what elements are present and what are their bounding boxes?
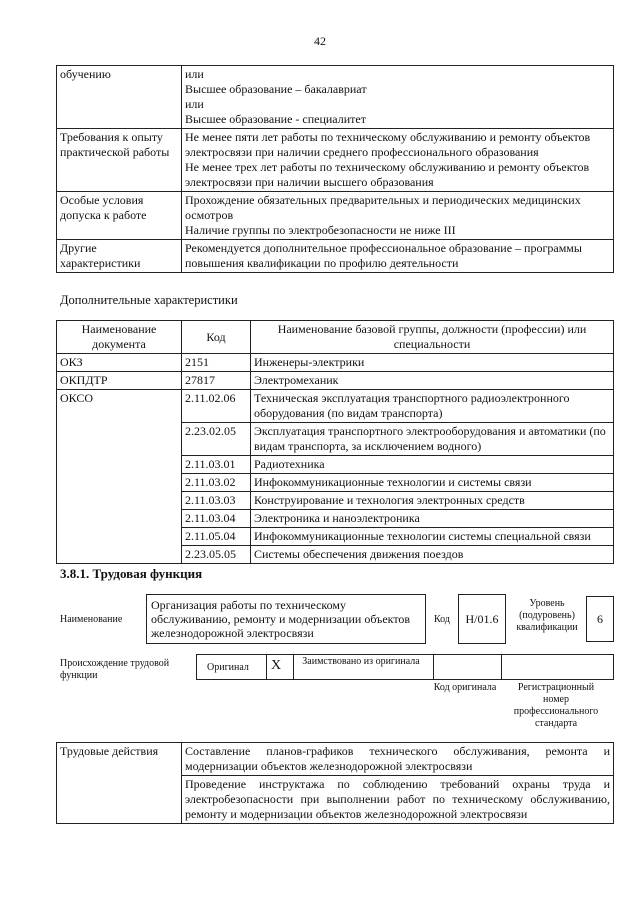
value-line: Не менее трех лет работы по техническому обслуживанию и ремонту объектов электросвязи при наличии высшего образования [185, 160, 590, 189]
action-item: Проведение инструктажа по соблюдению требований охраны труда и электробезопасности при выполнении работ по техническому обслуживанию, ремонту и модернизации объектов железнодорожной электросвязи [182, 776, 614, 824]
level-label: Уровень (подуровень) квалификации [516, 598, 578, 633]
row-value [182, 129, 614, 192]
doc-cell: ОКСО [57, 390, 182, 564]
section-heading: Дополнительные характеристики [60, 293, 238, 307]
value-line: или [185, 97, 204, 111]
name-cell: Инженеры-электрики [251, 354, 614, 372]
table-row [57, 66, 614, 129]
page-number: 42 [314, 34, 326, 48]
table-row [57, 129, 614, 192]
name-cell: Радиотехника [251, 456, 614, 474]
code-label: Код [434, 614, 450, 625]
action-item: Составление планов-графиков технического обслуживания, ремонта и модернизации объектов железнодорожной электросвязи [182, 743, 614, 776]
name-cell: Электроника и наноэлектроника [251, 510, 614, 528]
column-header: Наименование документа [57, 321, 182, 354]
value-line: Высшее образование – бакалавриат [185, 82, 367, 96]
actions-label: Трудовые действия [57, 743, 182, 824]
name-cell: Конструирование и технология электронных средств [251, 492, 614, 510]
table-row [57, 240, 614, 273]
table-header-row [57, 321, 614, 354]
value-line: Прохождение обязательных предварительных и периодических медицинских осмотров [185, 193, 581, 222]
name-label: Наименование [60, 614, 123, 625]
code-cell: 2151 [182, 354, 251, 372]
function-code-box: H/01.6 [458, 594, 506, 644]
column-header: Наименование базовой группы, должности (профессии) или специальности [251, 321, 614, 354]
borrowed-label: Заимствовано из оригинала [302, 656, 420, 667]
function-heading: 3.8.1. Трудовая функция [60, 566, 203, 581]
table-row [57, 372, 614, 390]
value-line: Наличие группы по электробезопасности не ниже III [185, 223, 456, 237]
table-row [57, 354, 614, 372]
labor-actions-table [56, 742, 614, 824]
row-label: обучению [57, 66, 182, 129]
name-cell: Техническая эксплуатация транспортного радиоэлектронного оборудования (по видам транспорта) [251, 390, 614, 423]
original-label: Оригинал [207, 662, 249, 673]
value-line: Рекомендуется дополнительное профессиональное образование – программы повышения квалификации по профилю деятельности [185, 241, 582, 270]
origin-box [196, 654, 614, 680]
doc-cell: ОКЗ [57, 354, 182, 372]
additional-characteristics-table [56, 320, 614, 564]
function-name-box: Организация работы по техническому обслуживанию, ремонту и модернизации объектов железнодорожной электросвязи [146, 594, 426, 644]
table-row [57, 390, 614, 423]
row-label: Требования к опыту практической работы [57, 129, 182, 192]
code-cell: 2.11.05.04 [182, 528, 251, 546]
value-line: Высшее образование - специалитет [185, 112, 366, 126]
table-row [57, 192, 614, 240]
code-cell: 2.11.02.06 [182, 390, 251, 423]
value-line: или [185, 67, 204, 81]
doc-cell: ОКПДТР [57, 372, 182, 390]
name-cell: Инфокоммуникационные технологии и системы связи [251, 474, 614, 492]
name-cell: Электромеханик [251, 372, 614, 390]
column-header: Код [182, 321, 251, 354]
row-value [182, 66, 614, 129]
value-line: Не менее пяти лет работы по техническому обслуживанию и ремонту объектов электросвязи при наличии среднего профессионального образования [185, 130, 591, 159]
qualification-requirements-table [56, 65, 614, 273]
row-value [182, 240, 614, 273]
code-cell: 2.11.03.04 [182, 510, 251, 528]
row-label: Другие характеристики [57, 240, 182, 273]
code-cell: 2.11.03.02 [182, 474, 251, 492]
original-mark: X [271, 658, 282, 673]
reg-number-label: Регистрационный номер профессионального стандарта [513, 682, 599, 729]
row-value [182, 192, 614, 240]
level-value-box: 6 [586, 596, 614, 642]
code-original-label: Код оригинала [433, 682, 497, 693]
table-row [57, 743, 614, 776]
row-label: Особые условия допуска к работе [57, 192, 182, 240]
code-cell: 2.23.02.05 [182, 423, 251, 456]
origin-label: Происхождение трудовой функции [60, 658, 170, 681]
name-cell: Эксплуатация транспортного электрооборудования и автоматики (по видам транспорта, за исключением водного) [251, 423, 614, 456]
code-cell: 2.11.03.03 [182, 492, 251, 510]
name-cell: Инфокоммуникационные технологии системы специальной связи [251, 528, 614, 546]
code-cell: 2.11.03.01 [182, 456, 251, 474]
code-cell: 2.23.05.05 [182, 546, 251, 564]
code-cell: 27817 [182, 372, 251, 390]
name-cell: Системы обеспечения движения поездов [251, 546, 614, 564]
